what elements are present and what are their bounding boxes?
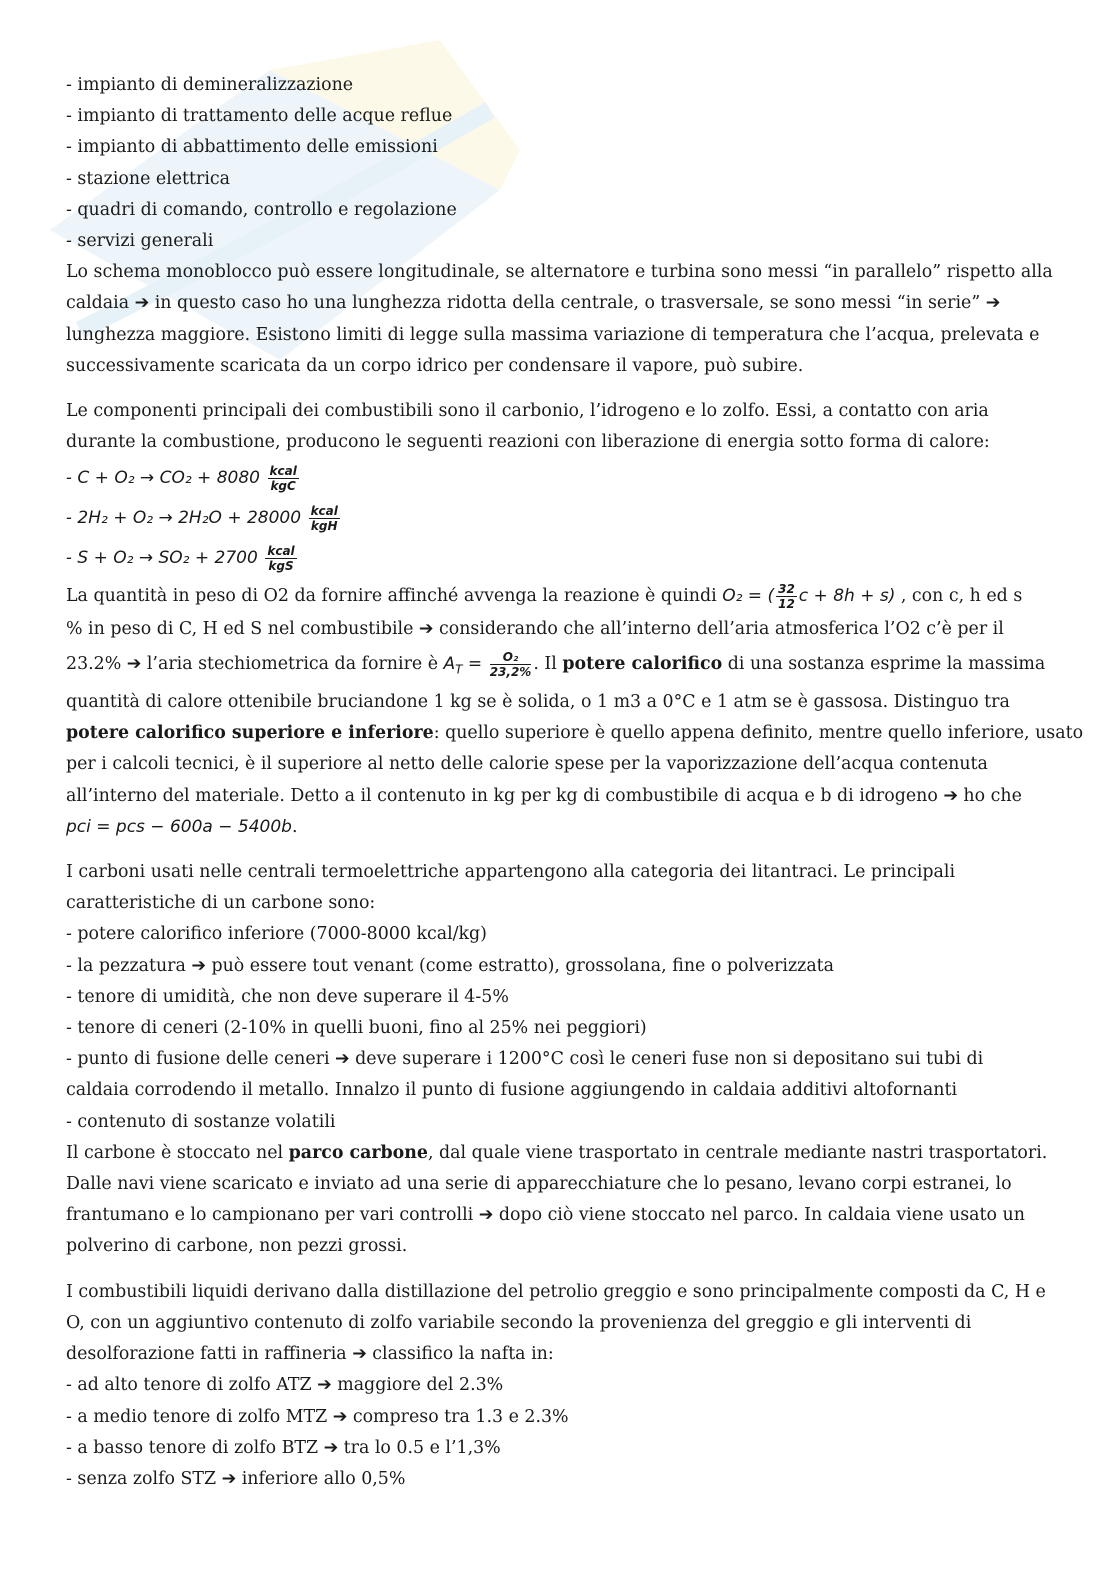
text-line: I carboni usati nelle centrali termoelettriche appartengono alla categoria dei litantraci. Le principali [66,862,956,883]
list-item: - la pezzatura ➔ può essere tout venant (come estratto), grossolana, fine o polverizzata [66,955,835,976]
text-line: caldaia ➔ in questo caso ho una lunghezza ridotta della centrale, o trasversale, se sono messi “in serie” ➔ [66,293,1001,314]
text-line: 23.2% ➔ l’aria stechiometrica da fornire è $A_T$ = $\frac{\text{O₂}}{23,2\%}$ . Il potere calorifico di una sostanza esprime la massima [66,649,1046,679]
list-item: - punto di fusione delle ceneri ➔ deve superare i 1200°C così le ceneri fuse non si depositano sui tubi di [66,1049,984,1070]
list-item: - tenore di umidità, che non deve superare il 4-5% [66,986,509,1007]
text-line: desolforazione fatti in raffineria ➔ classifico la nafta in: [66,1344,554,1365]
text-line: Il carbone è stoccato nel parco carbone, dal quale viene trasportato in centrale mediante nastri trasportatori. [66,1142,1048,1163]
reaction-hydrogen: - 2H₂ + O₂ → 2H₂O + 28000 $\frac{\text{kcal}}{\text{kgH}}$ [66,504,338,534]
text-line: successivamente scaricata da un corpo idrico per condensare il vapore, può subire. [66,355,804,376]
text-line: polverino di carbone, non pezzi grossi. [66,1236,408,1257]
text-line: La quantità in peso di O2 da fornire affinché avvenga la reazione è quindi O₂ = ( $\frac{32}{12}$ c + 8h + s) , con c, h ed s [66,582,1023,612]
list-item: - stazione elettrica [66,168,231,189]
text-line: frantumano e lo campionano per vari controlli ➔ dopo ciò viene stoccato nel parco. In caldaia viene usato un [66,1205,1025,1226]
text-line: Lo schema monoblocco può essere longitudinale, se alternatore e turbina sono messi “in parallelo” rispetto alla [66,262,1053,283]
list-item: - quadri di comando, controllo e regolazione [66,199,457,220]
list-item: - servizi generali [66,231,214,252]
list-item: - impianto di demineralizzazione [66,75,354,95]
text-line: all’interno del materiale. Detto a il contenuto in kg per kg di combustibile di acqua e b di idrogeno ➔ ho che [66,785,1022,806]
list-item: - potere calorifico inferiore (7000-8000 kcal/kg) [66,924,487,945]
text-line: % in peso di C, H ed S nel combustibile ➔ considerando che all’interno dell’aria atmosferica l’O2 c’è per il [66,619,1004,640]
reaction-carbon: - C + O₂ → CO₂ + 8080 $\frac{\text{kcal}}{\text{kgC}}$ [66,464,297,494]
text-line: pci = pcs − 600a − 5400b. [66,816,298,837]
list-item: - a basso tenore di zolfo BTZ ➔ tra lo 0.5 e l’1,3% [66,1437,501,1458]
text-line: O, con un aggiuntivo contenuto di zolfo variabile secondo la provenienza del greggio e gli interventi di [66,1312,972,1333]
text-line: potere calorifico superiore e inferiore: quello superiore è quello appena definito, mentre quello inferiore, usato [66,723,1084,744]
document-page [66,70,1084,1495]
text-line: caldaia corrodendo il metallo. Innalzo il punto di fusione aggiungendo in caldaia additivi altofornanti [66,1080,958,1101]
list-item: - contenuto di sostanze volatili [66,1111,336,1132]
text-line: Le componenti principali dei combustibili sono il carbonio, l’idrogeno e lo zolfo. Essi, a contatto con aria [66,401,989,422]
list-item: - senza zolfo STZ ➔ inferiore allo 0,5% [66,1468,406,1489]
text-line: caratteristiche di un carbone sono: [66,893,376,914]
reaction-sulfur: - S + O₂ → SO₂ + 2700 $\frac{\text{kcal}}{\text{kgS}}$ [66,544,295,574]
text-line: lunghezza maggiore. Esistono limiti di legge sulla massima variazione di temperatura che l’acqua, prelevata e [66,324,1040,345]
text-line: per i calcoli tecnici, è il superiore al netto delle calorie spese per la vaporizzazione dell’acqua contenuta [66,754,988,775]
list-item: - impianto di abbattimento delle emissioni [66,137,438,158]
text-line: quantità di calore ottenibile bruciandone 1 kg se è solida, o 1 m3 a 0°C e 1 atm se è gassosa. Distinguo tra [66,692,1010,713]
text-line: I combustibili liquidi derivano dalla distillazione del petrolio greggio e sono principalmente composti da C, H e [66,1281,1046,1302]
list-item: - ad alto tenore di zolfo ATZ ➔ maggiore del 2.3% [66,1375,504,1396]
text-line: durante la combustione, producono le seguenti reazioni con liberazione di energia sotto forma di calore: [66,432,990,453]
list-item: - a medio tenore di zolfo MTZ ➔ compreso tra 1.3 e 2.3% [66,1406,569,1427]
text-line: Dalle navi viene scaricato e inviato ad una serie di apparecchiature che lo pesano, levano corpi estranei, lo [66,1174,1012,1195]
list-item: - tenore di ceneri (2-10% in quelli buoni, fino al 25% nei peggiori) [66,1018,647,1039]
list-item: - impianto di trattamento delle acque reflue [66,106,453,127]
